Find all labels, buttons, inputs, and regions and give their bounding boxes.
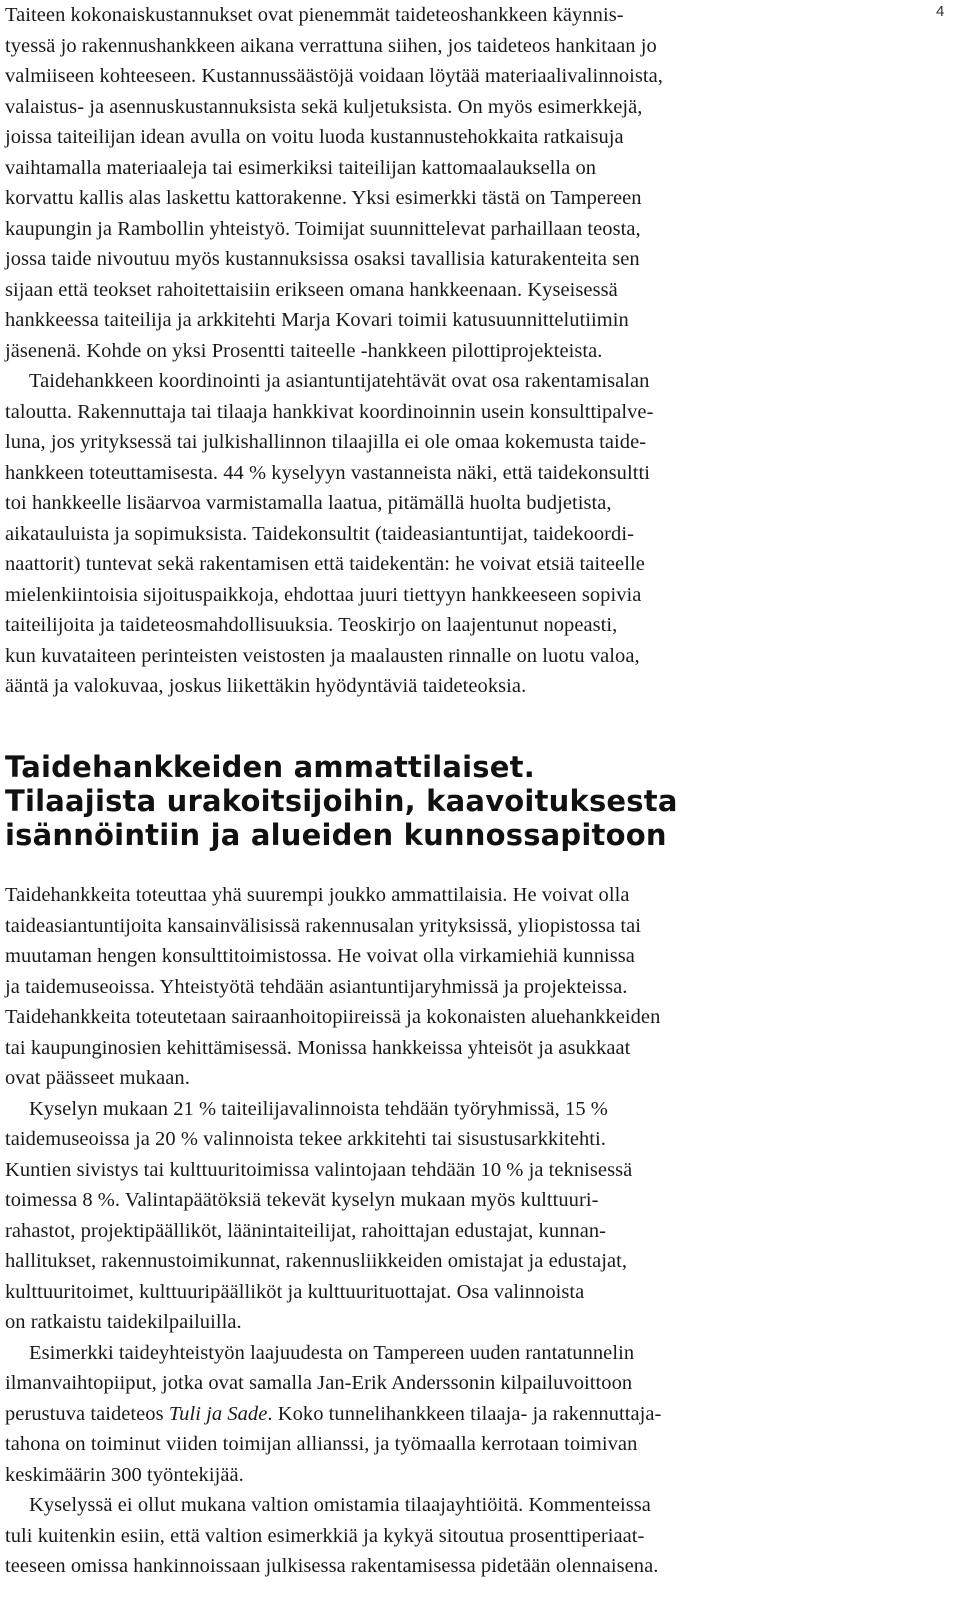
text-line: kulttuuritoimet, kulttuuripäälliköt ja kulttuurituottajat. Osa valinnoista (5, 1280, 585, 1303)
text-line: taideasiantuntijoita kansainvälisissä rakennusalan yrityksissä, yliopistossa tai (5, 914, 641, 937)
text-line: tyessä jo rakennushankkeen aikana verrattuna siihen, jos taideteos hankitaan jo (5, 34, 657, 57)
text-line: taidemuseoissa ja 20 % valinnoista tekee arkkitehti tai sisustusarkkitehti. (5, 1128, 606, 1150)
text-line: valmiiseen kohteeseen. Kustannussäästöjä voidaan löytää materiaalivalinnoista, (5, 65, 663, 87)
text-line: Taidehankkeita toteutetaan sairaanhoitopiireissä ja kokonaisten aluehankkeiden (5, 1006, 661, 1028)
text-line: aikatauluista ja sopimuksista. Taidekonsultit (taideasiantuntijat, taidekoordi- (5, 522, 634, 545)
body-text-section-1 (5, 0, 663, 702)
text-line: valaistus- ja asennuskustannuksista sekä kuljetuksista. On myös esimerkkejä, (5, 95, 643, 118)
text-line: joissa taiteilijan idean avulla on voitu luoda kustannustehokkaita ratkaisuja (5, 126, 624, 148)
text-line: Taidehankkeita toteuttaa yhä suurempi joukko ammattilaisia. He voivat olla (5, 884, 630, 906)
text-line: korvattu kallis alas laskettu kattorakenne. Yksi esimerkki tästä on Tampereen (5, 187, 642, 209)
artwork-title: Tuli ja Sade (168, 1402, 268, 1425)
text-line: on ratkaistu taidekilpailuilla. (5, 1311, 242, 1333)
heading-line: Taidehankkeiden ammattilaiset. (5, 750, 535, 784)
text-line (5, 1399, 661, 1430)
text-line: hankkeen toteuttamisesta. 44 % kyselyyn vastanneista näki, että taidekonsultti (5, 461, 650, 484)
section-heading (5, 750, 678, 852)
heading-line: Tilaajista urakoitsijoihin, kaavoituksesta (5, 784, 678, 818)
text-line: hallitukset, rakennustoimikunnat, rakennusliikkeiden omistajat ja edustajat, (5, 1250, 628, 1272)
page-number: 4 (936, 3, 945, 20)
text-line: Taiteen kokonaiskustannukset ovat pienemmät taideteoshankkeen käynnis- (5, 4, 624, 26)
text-line: Kyselyn mukaan 21 % taiteilijavalinnoista tehdään työryhmissä, 15 % (29, 1097, 608, 1120)
text-line: Kuntien sivistys tai kulttuuritoimissa valintojaan tehdään 10 % ja teknisessä (5, 1158, 633, 1181)
text-line: tai kaupunginosien kehittämisessä. Monissa hankkeissa yhteisöt ja asukkaat (5, 1036, 631, 1059)
text-line: toimessa 8 %. Valintapäätöksiä tekevät kyselyn mukaan myös kulttuuri- (5, 1189, 599, 1211)
text-line: tuli kuitenkin esiin, että valtion esimerkkiä ja kykyä sitoutua prosenttiperiaat- (5, 1524, 645, 1547)
text-line: Kyselyssä ei ollut mukana valtion omistamia tilaajayhtiöitä. Kommenteissa (29, 1494, 651, 1516)
text-run: . Koko tunnelihankkeen tilaaja- ja rakennuttaja- (267, 1402, 662, 1425)
text-line: keskimäärin 300 työntekijää. (5, 1463, 244, 1486)
text-line: muutaman hengen konsulttitoimistossa. He voivat olla virkamiehiä kunnissa (5, 945, 635, 967)
text-line: jäsenenä. Kohde on yksi Prosentti taiteelle -hankkeen pilottiprojekteista. (5, 339, 603, 362)
text-line: tahona on toiminut viiden toimijan allianssi, ja työmaalla kerrotaan toimivan (5, 1433, 638, 1455)
text-line: luna, jos yrityksessä tai julkishallinnon tilaajilla ei ole omaa kokemusta taide- (5, 431, 647, 453)
text-line: Esimerkki taideyhteistyön laajuudesta on Tampereen uuden rantatunnelin (29, 1341, 635, 1364)
text-line: taloutta. Rakennuttaja tai tilaaja hankkivat koordinoinnin usein konsulttipalve- (5, 400, 654, 423)
body-text-section-2 (5, 880, 661, 1582)
text-line: Taidehankkeen koordinointi ja asiantuntijatehtävät ovat osa rakentamisalan (29, 370, 650, 392)
text-line: taiteilijoita ja taideteosmahdollisuuksia. Teoskirjo on laajentunut nopeasti, (5, 614, 618, 636)
text-line: ja taidemuseoissa. Yhteistyötä tehdään asiantuntijaryhmissä ja projekteissa. (5, 975, 628, 998)
text-line: rahastot, projektipäälliköt, läänintaiteilijat, rahoittajan edustajat, kunnan- (5, 1219, 607, 1242)
text-run: perustuva taideteos (5, 1402, 164, 1425)
text-line: naattorit) tuntevat sekä rakentamisen että taidekentän: he voivat etsiä taiteelle (5, 553, 645, 575)
text-line: ovat päässeet mukaan. (5, 1067, 190, 1089)
text-line: kun kuvataiteen perinteisten veistosten ja maalausten rinnalle on luotu valoa, (5, 644, 640, 667)
text-line: jossa taide nivoutuu myös kustannuksissa osaksi tavallisia katurakenteita sen (5, 248, 640, 270)
text-line: sijaan että teokset rahoitettaisiin erikseen omana hankkeenaan. Kyseisessä (5, 278, 618, 301)
text-line: teeseen omissa hankinnoissaan julkisessa rakentamisessa pidetään olennaisena. (5, 1555, 659, 1577)
heading-line: isännöintiin ja alueiden kunnossapitoon (5, 818, 667, 852)
text-line: ääntä ja valokuvaa, joskus liikettäkin hyödyntäviä taideteoksia. (5, 675, 527, 697)
text-line: vaihtamalla materiaaleja tai esimerkiksi taiteilijan kattomaalauksella on (5, 156, 597, 179)
text-line: hankkeessa taiteilija ja arkkitehti Marja Kovari toimii katusuunnittelutiimin (5, 309, 629, 331)
text-line: mielenkiintoisia sijoituspaikkoja, ehdottaa juuri tiettyyn hankkeeseen sopivia (5, 583, 642, 606)
text-line: kaupungin ja Rambollin yhteistyö. Toimijat suunnittelevat parhaillaan teosta, (5, 217, 641, 240)
text-line: toi hankkeelle lisäarvoa varmistamalla laatua, pitämällä huolta budjetista, (5, 492, 612, 514)
text-line: ilmanvaihtopiiput, jotka ovat samalla Jan-Erik Anderssonin kilpailuvoittoon (5, 1372, 633, 1394)
